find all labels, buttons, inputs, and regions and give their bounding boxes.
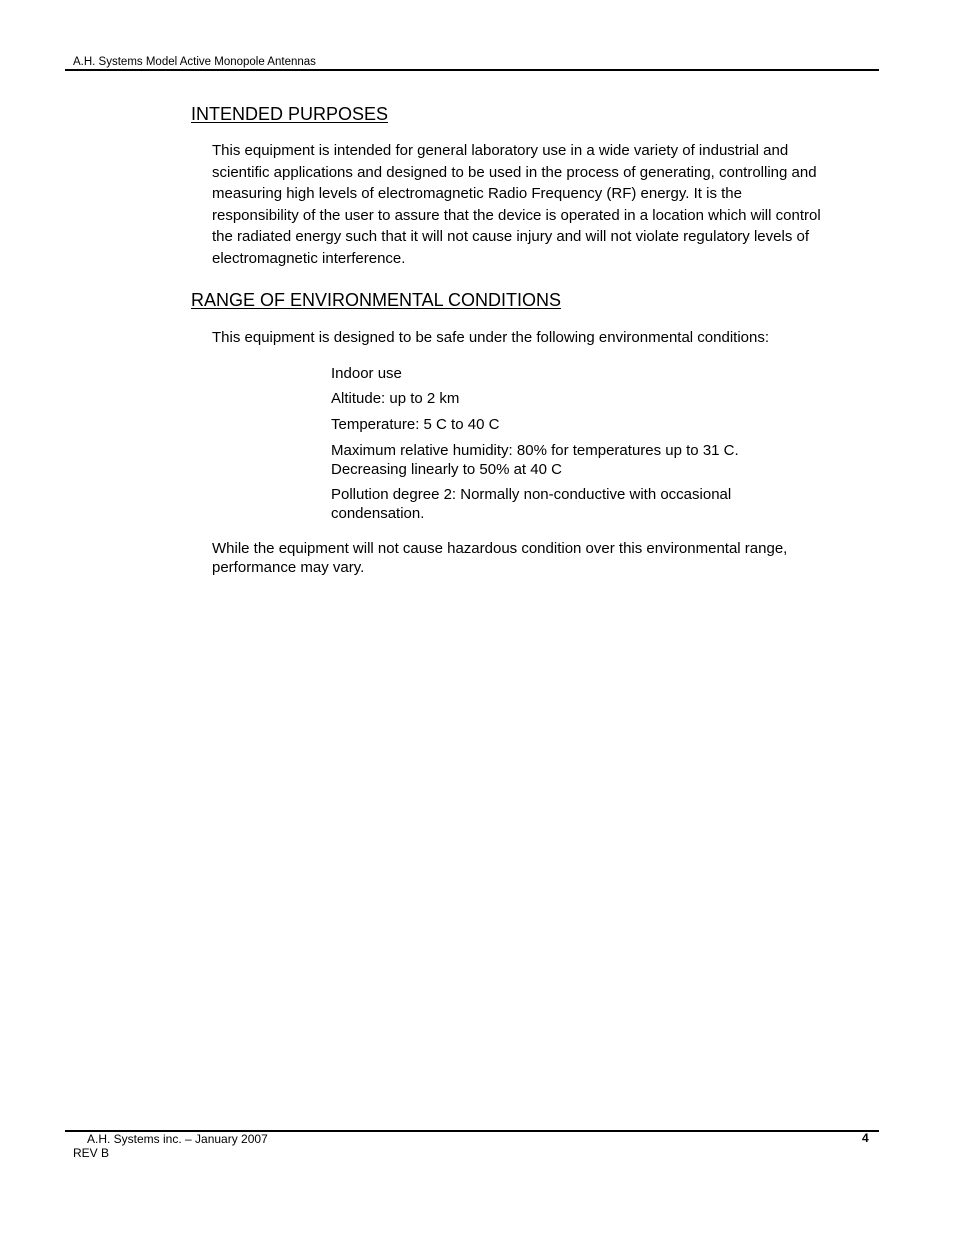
condition-item-temperature: Temperature: 5 C to 40 C	[331, 416, 500, 433]
conditions-list	[331, 364, 801, 523]
environmental-closing-paragraph: While the equipment will not cause hazardous condition over this environmental range, performance may vary.	[212, 540, 788, 576]
environmental-intro-paragraph: This equipment is designed to be safe under the following environmental conditions:	[212, 329, 770, 346]
footer-revision: REV B	[73, 1146, 110, 1160]
page-number: 4	[862, 1131, 869, 1145]
header-rule	[65, 69, 879, 71]
running-header: A.H. Systems Model Active Monopole Antennas	[73, 56, 316, 68]
condition-item-indoor-use: Indoor use	[331, 365, 402, 382]
section-heading-environmental-conditions: RANGE OF ENVIRONMENTAL CONDITIONS	[191, 290, 562, 310]
section-heading-intended-purposes: INTENDED PURPOSES	[191, 104, 389, 124]
intended-purposes-paragraph: This equipment is intended for general laboratory use in a wide variety of industrial and scientific applications and designed to be used in the process of generating, controlling and measuring high levels of electromagnetic Radio Frequency (RF) energy. It is the responsibility of the user to assure that the device is operated in a location which will control the radiated energy such that it will not cause injury and will not violate regulatory levels of electromagnetic interference.	[212, 142, 821, 267]
condition-item-pollution: Pollution degree 2: Normally non-conductive with occasional condensation.	[331, 486, 732, 522]
condition-item-altitude: Altitude: up to 2 km	[331, 390, 460, 407]
condition-item-humidity: Maximum relative humidity: 80% for temperatures up to 31 C. Decreasing linearly to 50% at 40 C	[331, 442, 739, 478]
footer-company: A.H. Systems inc. – January 2007	[87, 1132, 268, 1146]
